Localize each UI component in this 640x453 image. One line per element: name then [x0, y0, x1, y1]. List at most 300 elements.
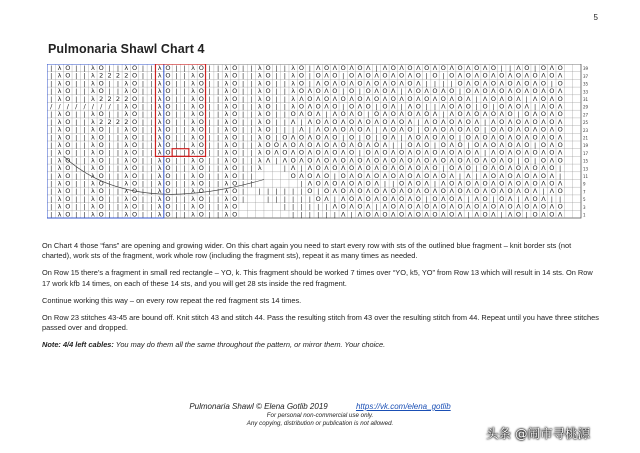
chart-symbol: Λ — [290, 117, 296, 126]
chart-symbol: | — [50, 179, 53, 188]
chart-symbol: | — [300, 210, 303, 219]
chart-symbol: O — [440, 156, 446, 165]
chart-symbol: | — [116, 194, 120, 203]
chart-symbol: O — [165, 194, 171, 203]
chart-symbol: O — [532, 179, 538, 188]
chart-symbol: O — [374, 156, 380, 165]
chart-symbol: λ — [90, 117, 95, 126]
chart-symbol: λ — [224, 87, 229, 96]
chart-symbol: O — [165, 133, 171, 142]
chart-symbol: O — [390, 171, 396, 180]
chart-symbol: | — [559, 194, 562, 203]
chart-symbol: | — [325, 110, 328, 119]
chart-symbol: | — [175, 179, 178, 188]
chart-symbol: Λ — [474, 194, 479, 203]
chart-symbol: O — [499, 71, 505, 80]
chart-symbol: Λ — [532, 79, 538, 88]
chart-symbol: λ — [90, 125, 95, 134]
chart-symbol: | — [308, 202, 311, 211]
chart-symbol: O — [407, 202, 413, 211]
chart-symbol: Λ — [340, 179, 346, 188]
chart-symbol: λ — [124, 156, 129, 165]
chart-symbol: | — [425, 102, 428, 111]
chart-symbol: Λ — [382, 171, 388, 180]
chart-symbol: | — [175, 125, 178, 134]
chart-symbol: O — [232, 210, 238, 219]
chart-symbol: O — [348, 164, 355, 173]
chart-symbol: Λ — [374, 117, 379, 126]
chart-symbol: O — [198, 64, 204, 73]
chart-symbol: | — [116, 202, 120, 211]
chart-symbol: O — [307, 110, 313, 119]
chart-symbol: O — [449, 71, 455, 80]
chart-symbol: O — [265, 125, 271, 134]
chart-symbol: O — [524, 171, 530, 180]
chart-symbol: Λ — [491, 117, 496, 126]
chart-symbol: O — [540, 156, 547, 165]
chart-symbol: O — [307, 141, 313, 150]
chart-symbol: Λ — [340, 210, 346, 219]
chart-symbol: Λ — [407, 210, 413, 219]
chart-symbol: | — [116, 156, 120, 165]
chart-symbol: | — [358, 133, 361, 142]
chart-symbol: | — [50, 171, 53, 180]
chart-symbol: | — [175, 79, 178, 88]
chart-symbol: | — [75, 164, 78, 173]
chart-symbol: 2 — [107, 94, 112, 103]
chart-symbol: | — [75, 210, 78, 219]
chart-symbol: λ — [90, 148, 95, 157]
chart-symbol: O — [198, 71, 204, 80]
chart-symbol: | — [150, 164, 153, 173]
chart-symbol: O — [98, 64, 104, 73]
chart-symbol: Λ — [424, 179, 429, 188]
chart-symbol: | — [216, 64, 220, 73]
chart-symbol: O — [348, 102, 355, 111]
chart-symbol: O — [532, 133, 538, 142]
chart-symbol: Λ — [299, 156, 304, 165]
chart-symbol: | — [141, 148, 145, 157]
chart-symbol: λ — [90, 94, 95, 103]
chart-symbol: O — [198, 125, 204, 134]
chart-symbol: O — [98, 194, 104, 203]
chart-symbol: λ — [224, 194, 229, 203]
chart-symbol: | — [300, 179, 303, 188]
chart-symbol: | — [208, 64, 211, 73]
chart-symbol: O — [399, 210, 405, 219]
chart-symbol: O — [557, 156, 563, 165]
chart-symbol: λ — [224, 79, 229, 88]
chart-symbol: Λ — [315, 110, 321, 119]
chart-symbol: Λ — [340, 194, 346, 203]
chart-symbol: O — [340, 94, 346, 103]
chart-symbol: O — [232, 194, 238, 203]
chart-symbol: | — [216, 102, 220, 111]
chart-symbol: | — [50, 141, 53, 150]
chart-symbol: Λ — [324, 87, 329, 96]
chart-symbol: | — [175, 141, 178, 150]
chart-symbol: | — [216, 87, 220, 96]
chart-symbol: Λ — [516, 187, 521, 196]
row-number: 33 — [583, 89, 589, 95]
chart-symbol: | — [141, 141, 145, 150]
chart-symbol: 2 — [99, 117, 104, 126]
chart-symbol: O — [65, 141, 71, 150]
chart-symbol: Λ — [299, 171, 304, 180]
row-number: 35 — [583, 81, 589, 87]
chart-symbol: Λ — [324, 102, 329, 111]
chart-symbol: O — [132, 141, 138, 150]
chart-symbol: | — [400, 102, 403, 111]
chart-symbol: | — [283, 187, 286, 196]
chart-symbol: O — [549, 102, 555, 111]
chart-symbol: λ — [191, 171, 195, 180]
chart-symbol: O — [532, 71, 538, 80]
chart-symbol: Λ — [541, 71, 546, 80]
chart-symbol: Λ — [499, 156, 504, 165]
chart-symbol: Λ — [324, 117, 329, 126]
chart-symbol: | — [183, 179, 186, 188]
chart-symbol: O — [507, 79, 513, 88]
chart-symbol: Λ — [307, 179, 313, 188]
chart-symbol: O — [499, 117, 505, 126]
chart-symbol: λ — [191, 94, 195, 103]
chart-symbol: | — [208, 148, 211, 157]
chart-symbol: O — [507, 187, 513, 196]
chart-symbol: | — [525, 94, 528, 103]
chart-symbol: / — [83, 102, 86, 111]
chart-symbol: Λ — [299, 110, 304, 119]
chart-symbol: O — [165, 79, 171, 88]
chart-symbol: | — [175, 102, 178, 111]
chart-symbol: | — [342, 87, 345, 96]
chart-symbol: λ — [124, 110, 129, 119]
chart-symbol: O — [98, 202, 104, 211]
chart-symbol: O — [457, 79, 463, 88]
chart-symbol: λ — [124, 87, 129, 96]
chart-symbol: | — [275, 94, 278, 103]
chart-symbol: λ — [191, 87, 195, 96]
chart-symbol: O — [282, 148, 288, 157]
chart-symbol: O — [198, 210, 204, 219]
chart-symbol: | — [250, 171, 253, 180]
chart-symbol: | — [250, 133, 253, 142]
chart-symbol: O — [432, 117, 438, 126]
chart-symbol: O — [482, 194, 488, 203]
chart-symbol: O — [382, 164, 388, 173]
chart-symbol: O — [365, 133, 371, 142]
chart-symbol: O — [357, 79, 363, 88]
chart-symbol: Λ — [499, 141, 504, 150]
chart-symbol: O — [315, 87, 321, 96]
chart-symbol: | — [483, 148, 487, 157]
chart-symbol: Λ — [474, 71, 479, 80]
chart-symbol: | — [141, 194, 145, 203]
chart-symbol: O — [382, 194, 388, 203]
chart-symbol: Λ — [557, 179, 563, 188]
chart-symbol: Λ — [474, 148, 479, 157]
watermark: 头条 @闹市寻桃源 — [486, 426, 590, 441]
chart-symbol: O — [399, 194, 405, 203]
chart-symbol: | — [50, 194, 53, 203]
chart-symbol: | — [141, 187, 145, 196]
chart-symbol: λ — [57, 194, 62, 203]
chart-symbol: | — [83, 110, 86, 119]
chart-symbol: 2 — [99, 71, 104, 80]
chart-symbol: | — [183, 187, 186, 196]
chart-symbol: | — [458, 171, 462, 180]
chart-symbol: λ — [191, 141, 195, 150]
chart-symbol: | — [208, 94, 211, 103]
chart-symbol: Λ — [299, 125, 304, 134]
chart-symbol: O — [415, 71, 421, 80]
footer-link[interactable]: https://vk.com/elena_gotlib — [355, 402, 451, 411]
chart-symbol: λ — [57, 210, 62, 219]
chart-symbol: Λ — [399, 94, 404, 103]
chart-symbol: | — [83, 87, 86, 96]
chart-symbol: | — [241, 156, 245, 165]
chart-symbol: O — [449, 210, 455, 219]
chart-symbol: | — [50, 71, 53, 80]
chart-symbol: O — [198, 171, 204, 180]
chart-symbol: | — [283, 71, 286, 80]
chart-symbol: Λ — [349, 79, 354, 88]
chart-symbol: O — [315, 179, 321, 188]
chart-symbol: Λ — [357, 179, 363, 188]
chart-symbol: Λ — [416, 141, 421, 150]
paragraph-row23: On Row 23 stitches 43-45 are bound off. Knit stitch 43 and stitch 44. Pass the resulting stitch from 43 over the resulting stitch from 44. Repeat until you have three stitches passed over and dropped. — [42, 312, 599, 333]
chart-symbol: | — [275, 71, 278, 80]
chart-symbol: O — [482, 87, 488, 96]
chart-symbol: λ — [191, 64, 195, 73]
chart-symbol: Λ — [482, 141, 488, 150]
chart-symbol: Λ — [307, 102, 313, 111]
chart-symbol: O — [540, 141, 547, 150]
chart-symbol: O — [424, 156, 430, 165]
chart-symbol: O — [482, 102, 488, 111]
chart-symbol: | — [175, 71, 178, 80]
chart-symbol: | — [392, 179, 395, 188]
chart-symbol: | — [141, 202, 145, 211]
chart-symbol: | — [175, 210, 178, 219]
chart-symbol: O — [382, 117, 388, 126]
chart-symbol: O — [198, 194, 204, 203]
chart-symbol: O — [482, 133, 488, 142]
chart-symbol: Λ — [466, 64, 471, 73]
chart-symbol: O — [549, 179, 555, 188]
chart-symbol: O — [374, 94, 380, 103]
chart-symbol: Λ — [324, 164, 329, 173]
chart-symbol: λ — [191, 202, 195, 211]
chart-symbol: O — [198, 117, 204, 126]
chart-symbol: O — [198, 141, 204, 150]
chart-symbol: λ — [157, 187, 162, 196]
chart-symbol: 2 — [124, 117, 129, 126]
chart-symbol: O — [490, 79, 496, 88]
chart-symbol: λ — [257, 87, 262, 96]
chart-symbol: | — [150, 87, 153, 96]
chart-symbol: Λ — [507, 117, 513, 126]
chart-symbol: λ — [57, 187, 62, 196]
chart-symbol: | — [250, 71, 253, 80]
chart-symbol: Λ — [332, 94, 338, 103]
chart-symbol: λ — [257, 79, 262, 88]
chart-symbol: λ — [57, 171, 62, 180]
chart-symbol: Λ — [524, 194, 529, 203]
chart-symbol: O — [432, 87, 438, 96]
chart-symbol: Λ — [366, 187, 371, 196]
chart-symbol: Λ — [374, 210, 379, 219]
chart-symbol: Λ — [507, 87, 513, 96]
chart-symbol: λ — [291, 87, 296, 96]
chart-symbol: | — [250, 87, 253, 96]
chart-symbol: | — [175, 87, 178, 96]
chart-symbol: | — [116, 171, 120, 180]
chart-symbol: Λ — [315, 141, 321, 150]
chart-symbol: Λ — [382, 156, 388, 165]
chart-symbol: | — [75, 156, 78, 165]
chart-symbol: | — [50, 187, 53, 196]
chart-symbol: O — [298, 133, 305, 142]
chart-symbol: | — [141, 79, 145, 88]
chart-symbol: | — [183, 64, 186, 73]
chart-symbol: Λ — [466, 171, 471, 180]
chart-symbol: O — [332, 148, 338, 157]
chart-symbol: | — [75, 79, 78, 88]
chart-symbol: Λ — [541, 102, 546, 111]
chart-symbol: Λ — [399, 125, 404, 134]
chart-symbol: Λ — [374, 87, 379, 96]
chart-symbol: | — [375, 133, 378, 142]
chart-symbol: λ — [191, 79, 195, 88]
chart-symbol: | — [116, 125, 120, 134]
chart-symbol: | — [358, 148, 361, 157]
chart-symbol: | — [108, 148, 111, 157]
chart-symbol: O — [390, 79, 396, 88]
chart-symbol: | — [108, 202, 111, 211]
chart-symbol: | — [241, 171, 245, 180]
chart-symbol: O — [315, 71, 321, 80]
chart-symbol: | — [458, 87, 462, 96]
chart-symbol: λ — [90, 187, 95, 196]
chart-symbol: | — [250, 125, 253, 134]
chart-symbol: λ — [90, 71, 95, 80]
chart-symbol: Λ — [315, 94, 321, 103]
chart-symbol: O — [165, 71, 171, 80]
chart-symbol: | — [83, 164, 86, 173]
chart-symbol: Λ — [441, 179, 446, 188]
chart-symbol: O — [198, 133, 204, 142]
chart-symbol: | — [300, 194, 303, 203]
chart-symbol: Λ — [399, 187, 404, 196]
chart-symbol: O — [232, 148, 238, 157]
chart-symbol: Λ — [449, 171, 454, 180]
chart-symbol: / — [100, 102, 103, 111]
chart-symbol: O — [298, 71, 305, 80]
chart-symbol: Λ — [516, 64, 521, 73]
chart-symbol: | — [241, 187, 245, 196]
chart-symbol: | — [208, 171, 211, 180]
chart-symbol: | — [208, 87, 211, 96]
chart-symbol: O — [474, 79, 480, 88]
chart-symbol: λ — [57, 64, 62, 73]
chart-symbol: λ — [191, 102, 195, 111]
chart-symbol: O — [98, 164, 104, 173]
chart-symbol: λ — [57, 156, 62, 165]
chart-symbol: O — [265, 79, 271, 88]
chart-symbol: O — [515, 71, 521, 80]
chart-symbol: O — [165, 148, 171, 157]
chart-symbol: Λ — [340, 164, 346, 173]
chart-symbol: λ — [57, 79, 62, 88]
chart-symbol: O — [415, 164, 421, 173]
chart-symbol: Λ — [516, 171, 521, 180]
chart-symbol: | — [183, 194, 186, 203]
chart-symbol: O — [132, 156, 138, 165]
chart-symbol: | — [241, 194, 245, 203]
chart-symbol: Λ — [482, 202, 488, 211]
chart-symbol: Λ — [491, 179, 496, 188]
chart-symbol: | — [267, 187, 270, 196]
chart-symbol: O — [457, 64, 463, 73]
chart-symbol: λ — [157, 79, 162, 88]
chart-symbol: λ — [224, 133, 229, 142]
chart-symbol: O — [449, 87, 455, 96]
chart-symbol: λ — [90, 164, 95, 173]
chart-symbol: O — [415, 87, 421, 96]
chart-symbol: O — [165, 164, 171, 173]
chart-symbol: λ — [57, 110, 62, 119]
chart-symbol: O — [549, 210, 555, 219]
chart-symbol: O — [65, 117, 71, 126]
chart-symbol: Λ — [332, 64, 338, 73]
chart-symbol: | — [75, 71, 78, 80]
chart-symbol: / — [66, 102, 69, 111]
chart-symbol: λ — [57, 202, 62, 211]
chart-symbol: | — [150, 194, 153, 203]
note-label: Note: 4/4 left cables: — [42, 340, 114, 350]
chart-symbol: O — [132, 202, 138, 211]
chart-symbol: λ — [191, 125, 195, 134]
chart-symbol: O — [340, 187, 346, 196]
chart-symbol: | — [83, 117, 86, 126]
footer-copyright: Any copying, distribution or publication is not allowed. — [246, 420, 394, 427]
chart-symbol: O — [232, 179, 238, 188]
chart-symbol: | — [317, 202, 320, 211]
chart-symbol: Λ — [399, 64, 404, 73]
chart-symbol: O — [315, 194, 321, 203]
chart-symbol: Λ — [391, 71, 396, 80]
chart-symbol: | — [175, 164, 178, 173]
chart-symbol: Λ — [491, 133, 496, 142]
chart-symbol: Λ — [407, 194, 413, 203]
chart-symbol: λ — [57, 71, 62, 80]
chart-symbol: | — [141, 87, 145, 96]
row-number: 5 — [583, 197, 586, 203]
chart-symbol: | — [150, 71, 153, 80]
chart-symbol: O — [65, 94, 71, 103]
chart-symbol: O — [399, 179, 405, 188]
chart-symbol: λ — [90, 179, 95, 188]
chart-symbol: | — [50, 64, 53, 73]
chart-symbol: | — [375, 102, 378, 111]
chart-symbol: O — [482, 164, 488, 173]
chart-symbol: O — [65, 79, 71, 88]
chart-symbol: Λ — [432, 202, 438, 211]
chart-symbol: | — [241, 164, 245, 173]
chart-symbol: | — [208, 156, 211, 165]
chart-symbol: Λ — [457, 179, 463, 188]
